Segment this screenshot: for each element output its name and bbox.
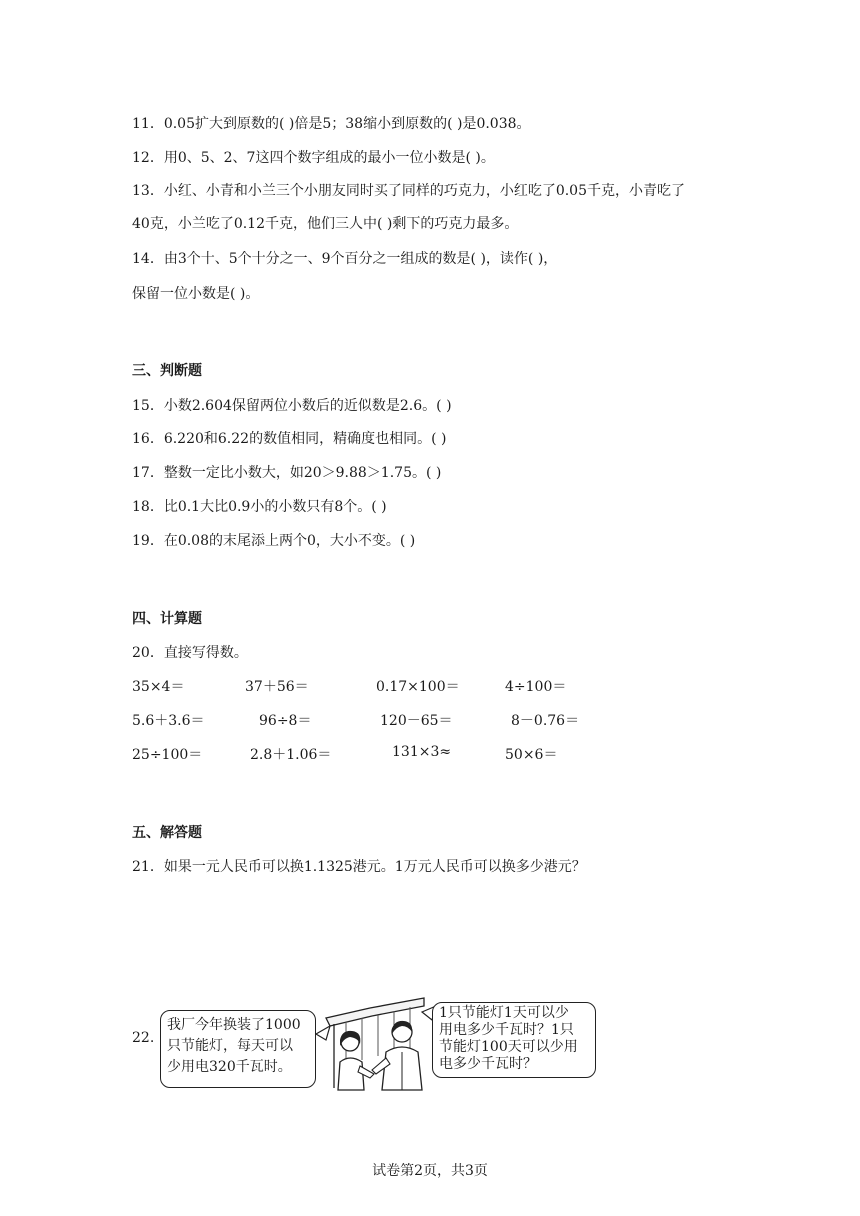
question-11: 11．0.05扩大到原数的( )倍是5；38缩小到原数的( )是0.038。	[132, 116, 531, 132]
question-19: 19．在0.08的末尾添上两个0，大小不变。( )	[132, 533, 416, 549]
bubble-right-line: 电多少千瓦时？	[439, 1056, 537, 1072]
calc-item: 5.6＋3.6＝	[132, 713, 205, 729]
speech-bubble-left	[160, 1010, 316, 1088]
question-15: 15．小数2.604保留两位小数后的近似数是2.6。( )	[132, 398, 452, 414]
calc-item: 96÷8＝	[259, 713, 312, 729]
section-title-judge: 三、判断题	[132, 363, 202, 379]
calc-item: 37＋56＝	[245, 679, 309, 695]
bubble-left-line: 只节能灯，每天可以	[167, 1038, 293, 1054]
question-13-line-2: 40克，小兰吃了0.12千克，他们三人中( )剩下的巧克力最多。	[132, 216, 519, 232]
bubble-right-line: 1只节能灯1天可以少	[439, 1005, 569, 1021]
factory-workers-illustration	[312, 996, 438, 1094]
question-13-line-1: 13．小红、小青和小兰三个小朋友同时买了同样的巧克力，小红吃了0.05千克，小青吃了	[132, 183, 685, 199]
question-17: 17．整数一定比小数大，如20＞9.88＞1.75。( )	[132, 465, 442, 481]
calc-item: 25÷100＝	[132, 747, 203, 763]
calc-item: 35×4＝	[132, 679, 185, 695]
calc-item: 120－65＝	[380, 713, 453, 729]
calc-item: 4÷100＝	[505, 679, 567, 695]
page-footer: 试卷第2页，共3页	[372, 1163, 488, 1179]
calc-item: 131×3≈	[392, 744, 452, 760]
question-16: 16．6.220和6.22的数值相同，精确度也相同。( )	[132, 431, 447, 447]
section-title-calc: 四、计算题	[132, 611, 202, 627]
calc-item: 50×6＝	[505, 747, 558, 763]
bubble-left-line: 少用电320千瓦时。	[167, 1059, 292, 1075]
question-21: 21．如果一元人民币可以换1.1325港元。1万元人民币可以换多少港元？	[132, 859, 586, 875]
question-18: 18．比0.1大比0.9小的小数只有8个。( )	[132, 499, 387, 515]
bubble-right-line: 用电多少千瓦时？1只	[439, 1022, 574, 1038]
bubble-right-line: 节能灯100天可以少用	[439, 1039, 578, 1055]
calc-item: 0.17×100＝	[376, 679, 460, 695]
question-22-number: 22.	[132, 1030, 155, 1046]
calc-item: 2.8＋1.06＝	[250, 747, 332, 763]
calc-item: 8－0.76＝	[511, 713, 580, 729]
question-12: 12．用0、5、2、7这四个数字组成的最小一位小数是( )。	[132, 150, 495, 166]
speech-bubble-right	[432, 1002, 596, 1078]
section-title-solve: 五、解答题	[132, 825, 202, 841]
bubble-left-line: 我厂今年换装了1000	[167, 1017, 301, 1033]
question-14-line-2: 保留一位小数是( )。	[132, 286, 260, 302]
question-14-line-1: 14．由3个十、5个十分之一、9个百分之一组成的数是( )，读作( )，	[132, 251, 558, 267]
question-20: 20．直接写得数。	[132, 645, 248, 661]
